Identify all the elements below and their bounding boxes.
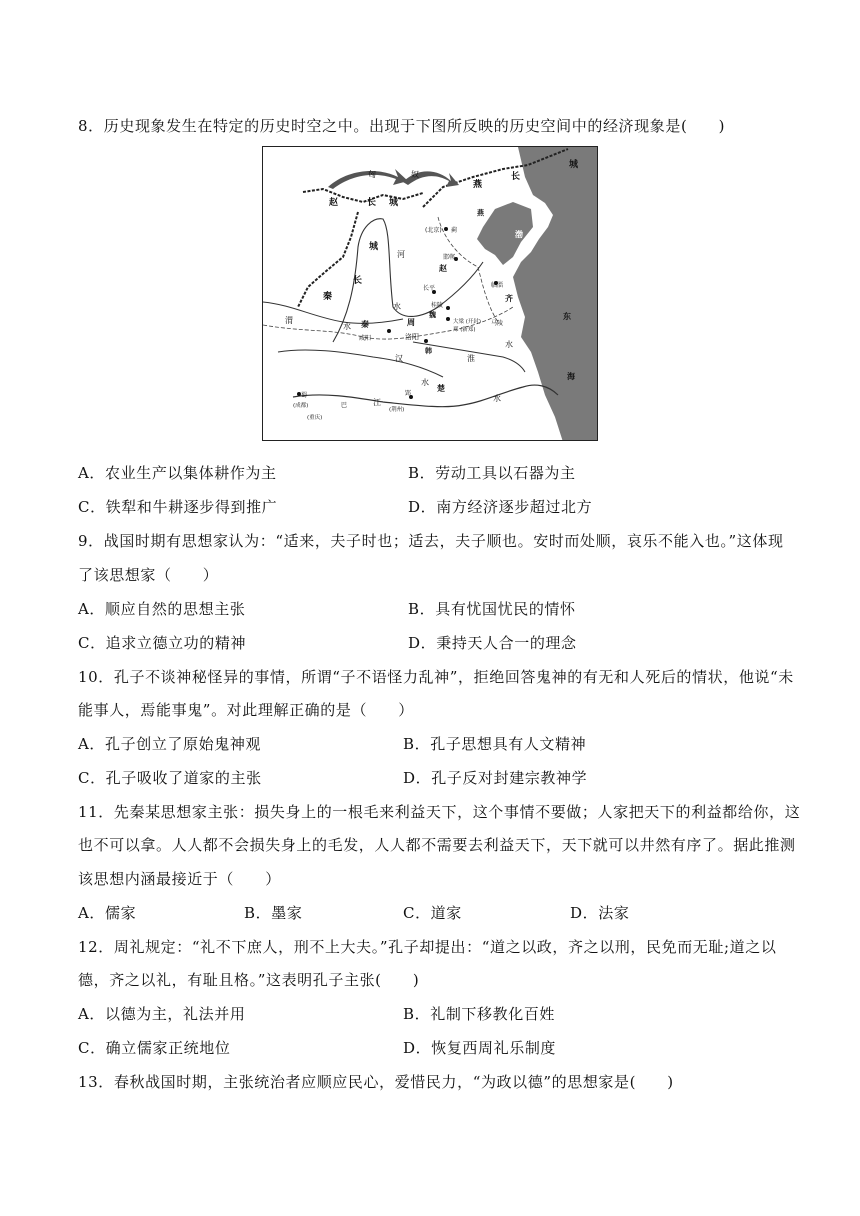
map-label-xianyang: 咸阳 — [359, 335, 372, 342]
question-11-text-line-2: 也不可以拿。人人都不会损失身上的毛发，人人都不需要去利益天下，天下就可以井然有序了。据此推测 — [78, 836, 796, 854]
map-label-huai-1: 淮 — [467, 354, 475, 363]
map-label-wei-river-2: 水 — [343, 322, 351, 331]
q12-option-c[interactable]: C．确立儒家正统地位 — [78, 1039, 231, 1057]
q11-option-c[interactable]: C．道家 — [403, 904, 462, 922]
q11-option-d[interactable]: D．法家 — [570, 904, 630, 922]
q10-option-d[interactable]: D．孔子反对封建宗教神学 — [403, 769, 588, 787]
warring-states-map — [262, 146, 598, 441]
map-label-guiling: 桂陵 — [431, 302, 444, 309]
map-label-jingzhou: (荆州) — [389, 407, 405, 413]
map-label-ying: 郢 — [405, 390, 412, 397]
map-label-bohai-2: 海 — [517, 250, 525, 259]
map-label-state-han: 韩 — [425, 347, 432, 355]
map-label-xiongnu-1: 匈 — [368, 170, 376, 179]
map-label-qin-wall-3: 秦 — [323, 292, 333, 302]
map-label-qin-wall-2: 长 — [353, 276, 363, 286]
map-label-luoyang: 洛阳 — [405, 333, 419, 341]
map-label-xiongnu-2: 奴 — [411, 170, 419, 179]
map-label-east-sea-2: 海 — [567, 372, 575, 381]
map-label-chengdu: (成都) — [293, 403, 309, 409]
question-11-text-line-3: 该思想内涵最接近于（ ） — [78, 870, 281, 888]
map-label-changping: 长平 — [423, 285, 436, 292]
map-label-jiang: 江 — [373, 398, 381, 407]
map-label-state-zhou: 周 — [407, 318, 415, 327]
map-label-east-sea-1: 东 — [563, 312, 571, 321]
q9-option-c[interactable]: C．追求立德立功的精神 — [78, 634, 247, 652]
map-label-river-shui: 水 — [393, 302, 401, 311]
map-label-huai-2: 水 — [505, 340, 513, 349]
q9-option-a[interactable]: A．顺应自然的思想主张 — [78, 600, 246, 618]
map-label-linzi: 临淄 — [491, 282, 504, 289]
map-label-state-yan: 燕 — [477, 209, 484, 217]
map-label-zhao-wall-2: 长 — [367, 198, 377, 208]
map-label-yan-wall-1: 燕 — [473, 180, 483, 190]
map-label-zhao-wall-1: 赵 — [329, 198, 339, 208]
map-label-shu: 蜀 — [301, 392, 308, 399]
map-label-state-chu: 楚 — [437, 384, 445, 393]
map-label-state-qin: 秦 — [361, 320, 369, 329]
map-label-ji: 蓟 — [451, 227, 458, 234]
map-label-state-zhao: 赵 — [439, 264, 447, 273]
question-11-text-line-1: 11．先秦某思想家主张：损失身上的一根毛来利益天下，这个事情不要做；人家把天下的利益都给你，这 — [78, 803, 801, 821]
q10-option-a[interactable]: A．孔子创立了原始鬼神观 — [78, 735, 262, 753]
map-label-chu-shui: 水 — [421, 378, 429, 387]
map-label-state-wei: 魏 — [429, 311, 436, 319]
map-label-qin-wall-1: 城 — [369, 242, 379, 252]
question-9-text-line-2: 了该思想家（ ） — [78, 566, 219, 584]
map-label-yangzi-shui: 水 — [493, 394, 501, 403]
map-label-bohai-1: 渤 — [515, 230, 523, 239]
map-label-river-he: 河 — [397, 250, 405, 259]
map-label-beijing: (北京) — [425, 227, 442, 234]
map-label-daliang: 大梁 (开封) — [453, 319, 482, 325]
map-label-maling: 马陵 — [491, 320, 504, 327]
q8-option-b[interactable]: B．劳动工具以石器为主 — [408, 464, 576, 482]
map-label-wei-river-1: 渭 — [285, 316, 293, 325]
question-9-text-line-1: 9．战国时期有思想家认为：“适来，夫子时也；适去，夫子顺也。安时而处顺，哀乐不能入也。”这体现 — [78, 532, 784, 550]
question-13-text: 13．春秋战国时期，主张统治者应顺应民心，爱惜民力，“为政以德”的思想家是( ) — [78, 1073, 674, 1091]
question-12-text-line-2: 德，齐之以礼，有耻且格。”这表明孔子主张( ) — [78, 971, 420, 989]
map-label-zheng: 郑 (新郑) — [453, 327, 476, 333]
q11-option-a[interactable]: A．儒家 — [78, 904, 137, 922]
question-10-text-line-1: 10．孔子不谈神秘怪异的事情，所谓“子不语怪力乱神”，拒绝回答鬼神的有无和人死后的情状，他说“未 — [78, 668, 794, 686]
q9-option-d[interactable]: D．秉持天人合一的理念 — [408, 634, 577, 652]
q12-option-a[interactable]: A．以德为主，礼法并用 — [78, 1005, 246, 1023]
question-8-text: 8．历史现象发生在特定的历史时空之中。出现于下图所反映的历史空间中的经济现象是( ) — [78, 117, 726, 135]
map-label-ba: 巴 — [341, 402, 348, 409]
q8-option-c[interactable]: C．铁犁和牛耕逐步得到推广 — [78, 498, 278, 516]
map-label-handan: 邯郸 — [443, 254, 456, 261]
q11-option-b[interactable]: B．墨家 — [244, 904, 303, 922]
q12-option-d[interactable]: D．恢复西周礼乐制度 — [403, 1039, 557, 1057]
question-10-text-line-2: 能事人，焉能事鬼”。对此理解正确的是（ ） — [78, 701, 414, 719]
map-label-han-river: 汉 — [395, 354, 403, 363]
map-label-chongqing: (重庆) — [307, 415, 323, 421]
map-label-yan-wall-2: 长 — [511, 172, 521, 182]
q12-option-b[interactable]: B．礼制下移教化百姓 — [403, 1005, 556, 1023]
q10-option-b[interactable]: B．孔子思想具有人文精神 — [403, 735, 587, 753]
map-label-zhao-wall-3: 城 — [389, 198, 399, 208]
east-sea-area — [513, 147, 598, 441]
map-label-yan-wall-3: 城 — [569, 160, 579, 170]
q9-option-b[interactable]: B．具有忧国忧民的情怀 — [408, 600, 576, 618]
q8-option-a[interactable]: A．农业生产以集体耕作为主 — [78, 464, 277, 482]
q8-option-d[interactable]: D．南方经济逐步超过北方 — [408, 498, 593, 516]
map-label-state-qi: 齐 — [505, 294, 513, 303]
q10-option-c[interactable]: C．孔子吸收了道家的主张 — [78, 769, 262, 787]
question-12-text-line-1: 12．周礼规定：“礼不下庶人，刑不上大夫。”孔子却提出：“道之以政，齐之以刑，民免而无耻;道之以 — [78, 938, 777, 956]
